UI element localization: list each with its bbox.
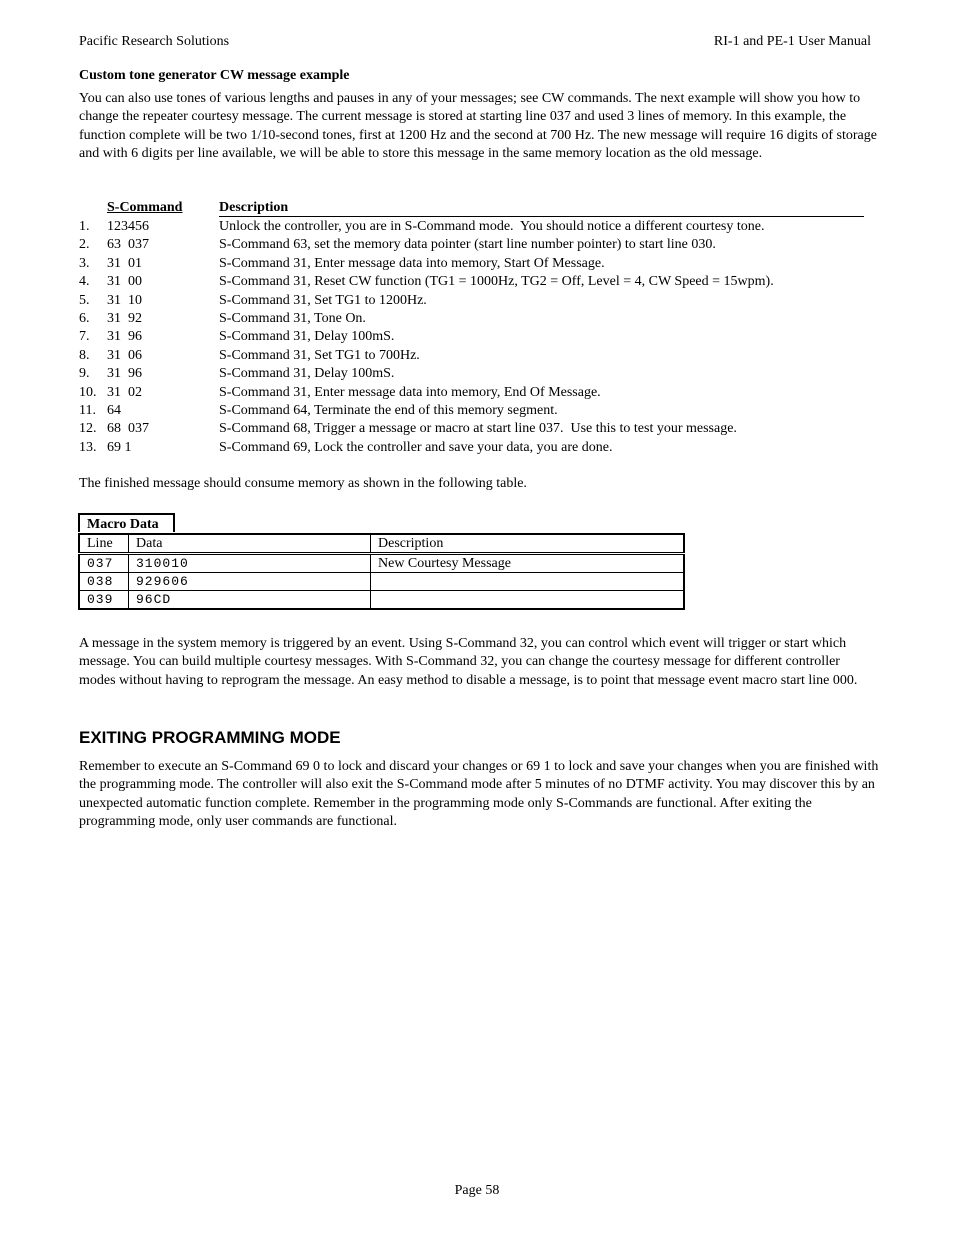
list-item-description: S-Command 69, Lock the controller and save your data, you are done. (219, 439, 613, 455)
list-item-command: 68 037 (107, 421, 149, 437)
list-item-command: 31 10 (107, 292, 142, 308)
list-item-number: 4. (79, 274, 90, 290)
data-cell: 96CD (129, 591, 371, 610)
trigger-paragraph: A message in the system memory is triggered by an event. Using S-Command 32, you can control which event will trigger or start which message. You can build multiple courtesy messages. With S-Command 32, you can change the courtesy message for different controller modes without having to reprogram the message. An easy method to disable a message, is to point that message event macro start line 000. (79, 636, 858, 688)
list-item-number: 11. (79, 403, 96, 418)
macro-table-title: Macro Data (78, 513, 175, 532)
list-item-description: S-Command 31, Delay 100mS. (219, 329, 395, 345)
list-item-number: 2. (79, 237, 90, 253)
line-header: Line (79, 534, 129, 554)
macro-table-header-row (79, 534, 684, 554)
list-item-description: S-Command 31, Set TG1 to 1200Hz. (219, 292, 427, 308)
list-item-number: 10. (79, 384, 97, 400)
list-item-command: 64 (107, 403, 121, 418)
line-cell: 038 (79, 573, 129, 591)
exit-paragraph: Remember to execute an S-Command 69 0 to lock and discard your changes or 69 1 to lock and save your changes when you are finished with the programming mode. The controller will also exit the S-Command mode after 5 minutes of no DTMF activity. You may discover this by an unexpected automatic function complete. Remember in the programming mode only S-Commands are functional. After exiting the programming mode, only user commands are functional. (79, 759, 879, 830)
finished-paragraph: The finished message should consume memory as shown in the following table. (79, 476, 527, 491)
list-item-description: S-Command 31, Delay 100mS. (219, 366, 395, 382)
description-cell: New Courtesy Message (371, 554, 685, 573)
list-item-command: 31 00 (107, 274, 142, 290)
description-column-header: Description (219, 200, 864, 217)
list-item-number: 12. (79, 421, 97, 437)
list-item-description: S-Command 31, Set TG1 to 700Hz. (219, 347, 420, 363)
list-item-command: 123456 (107, 219, 149, 234)
line-cell: 037 (79, 554, 129, 573)
header-right: RI-1 and PE-1 User Manual (713, 34, 871, 49)
list-item-number: 1. (79, 219, 90, 234)
list-item-command: 31 02 (107, 384, 142, 400)
table-row (79, 591, 684, 610)
page-number: Page 58 (454, 1183, 500, 1198)
list-item-number: 5. (79, 292, 90, 308)
description-header: Description (371, 534, 685, 554)
description-cell (371, 591, 685, 610)
list-item-command: 63 037 (107, 237, 149, 253)
description-cell (371, 573, 685, 591)
line-cell: 039 (79, 591, 129, 610)
exit-heading: EXITING PROGRAMMING MODE (79, 728, 341, 747)
list-item-description: S-Command 68, Trigger a message or macro at start line 037. Use this to test your message. (219, 421, 737, 437)
list-item-description: S-Command 64, Terminate the end of this memory segment. (219, 403, 558, 418)
data-header: Data (129, 534, 371, 554)
list-item-command: 69 1 (107, 439, 132, 455)
list-item-description: S-Command 63, set the memory data pointer (start line number pointer) to start line 030. (219, 237, 716, 253)
macro-data-table (78, 533, 685, 610)
list-item-number: 13. (79, 439, 97, 455)
section-title: Custom tone generator CW message example (79, 68, 350, 83)
list-item-number: 7. (79, 329, 90, 345)
list-item-number: 9. (79, 366, 90, 382)
command-column-header: S-Command (107, 200, 183, 215)
data-cell: 310010 (129, 554, 371, 573)
list-item-number: 6. (79, 311, 90, 326)
list-item-description: S-Command 31, Enter message data into memory, End Of Message. (219, 384, 601, 400)
table-row (79, 554, 684, 573)
list-item-command: 31 92 (107, 311, 142, 326)
list-item-command: 31 96 (107, 366, 142, 382)
list-item-number: 8. (79, 347, 90, 363)
list-item-description: Unlock the controller, you are in S-Command mode. You should notice a different courtesy tone. (219, 219, 765, 234)
list-item-command: 31 01 (107, 255, 142, 271)
list-item-command: 31 96 (107, 329, 142, 345)
data-cell: 929606 (129, 573, 371, 591)
header-left: Pacific Research Solutions (79, 34, 230, 49)
list-item-number: 3. (79, 255, 90, 271)
list-item-description: S-Command 31, Enter message data into memory, Start Of Message. (219, 255, 605, 271)
table-row (79, 573, 684, 591)
list-item-description: S-Command 31, Reset CW function (TG1 = 1000Hz, TG2 = Off, Level = 4, CW Speed = 15wpm). (219, 274, 774, 290)
list-item-command: 31 06 (107, 347, 142, 363)
intro-paragraph: You can also use tones of various lengths and pauses in any of your messages; see CW commands. The next example will show you how to change the repeater courtesy message. The current message is stored at starting line 037 and used 3 lines of memory. In this example, the function complete will be two 1/10-second tones, first at 1200 Hz and the second at 700 Hz. The new message will require 16 digits of storage and with 6 digits per line available, we will be able to store this message in the same memory location as the old message. (79, 91, 877, 162)
list-item-description: S-Command 31, Tone On. (219, 311, 366, 326)
